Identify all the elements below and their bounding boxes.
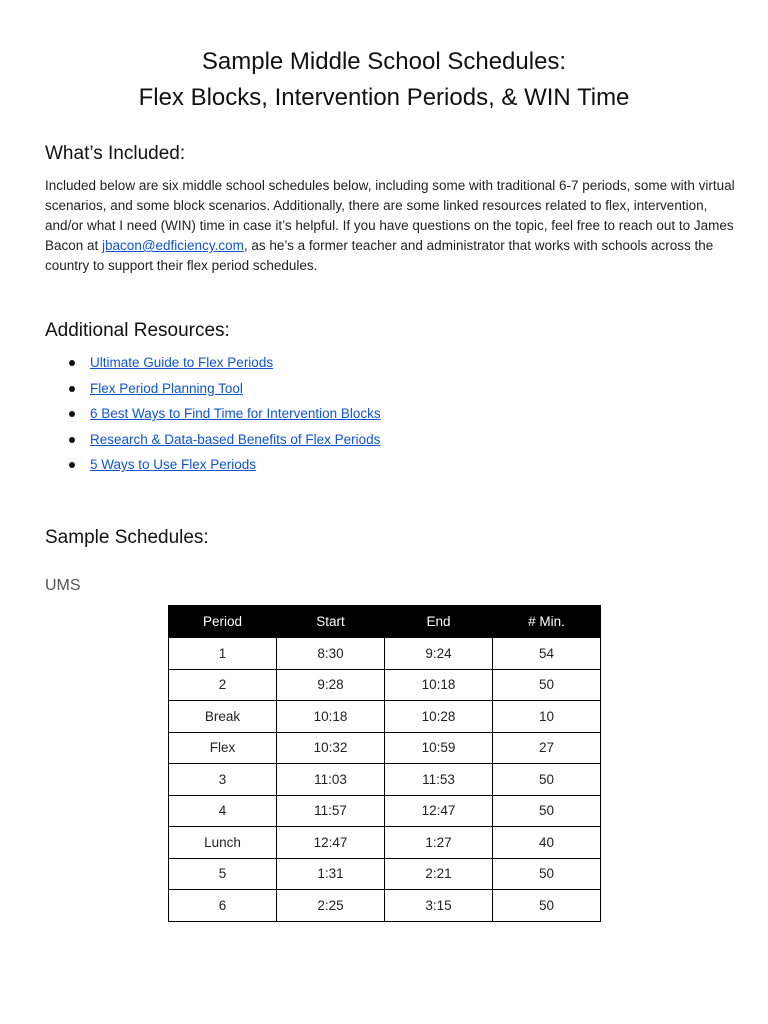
table-cell: 11:03 [277, 764, 385, 796]
table-cell: 10:59 [385, 732, 493, 764]
paragraph-text-before-link: Included below are six middle school schedules below, including some with traditional 6-7 periods, some with virtual scenarios, and some block scenarios. Additionally, there are some linked resources related to flex, intervention, and/or what I need (WIN) time in case it’s helpful. If you have questions on the topic, feel free to reach out to James Bacon at [45, 178, 735, 253]
table-cell: 10:28 [385, 701, 493, 733]
table-cell: 2:25 [277, 890, 385, 922]
resource-link-ultimate-guide[interactable]: Ultimate Guide to Flex Periods [90, 355, 274, 370]
table-cell: 1:31 [277, 858, 385, 890]
table-cell: 12:47 [385, 795, 493, 827]
document-title-line-2: Flex Blocks, Intervention Periods, & WIN Time [138, 84, 630, 111]
table-cell: 10:32 [277, 732, 385, 764]
table-cell: 4 [169, 795, 277, 827]
table-cell: 2 [169, 669, 277, 701]
table-cell: 50 [493, 858, 601, 890]
table-cell: Lunch [169, 827, 277, 859]
list-item [45, 429, 381, 455]
table-row [169, 858, 601, 890]
resource-link-ways-to-use[interactable]: 5 Ways to Use Flex Periods [90, 457, 257, 472]
table-row [169, 638, 601, 670]
whats-included-paragraph [45, 176, 735, 276]
table-cell: 3 [169, 764, 277, 796]
table-cell: 50 [493, 764, 601, 796]
document-title-line-1: Sample Middle School Schedules: [201, 48, 567, 75]
table-cell: 54 [493, 638, 601, 670]
bullet-icon [69, 360, 75, 366]
bullet-icon [69, 462, 75, 468]
table-cell: 9:28 [277, 669, 385, 701]
table-cell: 50 [493, 795, 601, 827]
school-name-subheading: UMS [45, 577, 81, 594]
resource-link-intervention-blocks[interactable]: 6 Best Ways to Find Time for Intervention Blocks [90, 406, 381, 421]
table-cell: 10:18 [277, 701, 385, 733]
table-cell: 50 [493, 890, 601, 922]
resource-link-research-benefits[interactable]: Research & Data-based Benefits of Flex Periods [90, 431, 381, 447]
bullet-icon [69, 437, 75, 443]
table-cell: 11:57 [277, 795, 385, 827]
column-header-start: Start [277, 606, 385, 638]
list-item [45, 352, 381, 378]
resources-list [45, 352, 381, 480]
bullet-icon [69, 386, 75, 392]
bullet-icon [69, 411, 75, 417]
table-cell: 9:24 [385, 638, 493, 670]
table-header-row [169, 606, 601, 638]
column-header-minutes: # Min. [493, 606, 601, 638]
list-item [45, 378, 381, 404]
schedule-table [168, 605, 601, 922]
sample-schedules-heading: Sample Schedules: [45, 527, 209, 548]
table-cell: 8:30 [277, 638, 385, 670]
table-row [169, 669, 601, 701]
table-cell: 11:53 [385, 764, 493, 796]
table-cell: 2:21 [385, 858, 493, 890]
table-cell: 50 [493, 669, 601, 701]
table-cell: 12:47 [277, 827, 385, 859]
table-row [169, 795, 601, 827]
table-cell: 6 [169, 890, 277, 922]
table-cell: 5 [169, 858, 277, 890]
whats-included-heading: What’s Included: [45, 143, 186, 164]
resource-link-planning-tool[interactable]: Flex Period Planning Tool [90, 380, 243, 396]
table-row [169, 701, 601, 733]
table-row [169, 890, 601, 922]
table-cell: 1 [169, 638, 277, 670]
additional-resources-heading: Additional Resources: [45, 320, 230, 341]
table-cell: 40 [493, 827, 601, 859]
table-cell: 27 [493, 732, 601, 764]
paragraph-text-after-link: , as he’s a former teacher and administrator that works with schools across the country to support their flex period schedules. [45, 238, 714, 273]
column-header-end: End [385, 606, 493, 638]
table-cell: Break [169, 701, 277, 733]
table-row [169, 764, 601, 796]
email-link[interactable]: jbacon@edficiency.com [102, 238, 244, 253]
column-header-period: Period [169, 606, 277, 638]
table-cell: 10 [493, 701, 601, 733]
list-item [45, 403, 381, 429]
table-cell: 3:15 [385, 890, 493, 922]
table-row [169, 732, 601, 764]
table-cell: Flex [169, 732, 277, 764]
list-item [45, 454, 381, 480]
table-cell: 1:27 [385, 827, 493, 859]
table-cell: 10:18 [385, 669, 493, 701]
table-row [169, 827, 601, 859]
